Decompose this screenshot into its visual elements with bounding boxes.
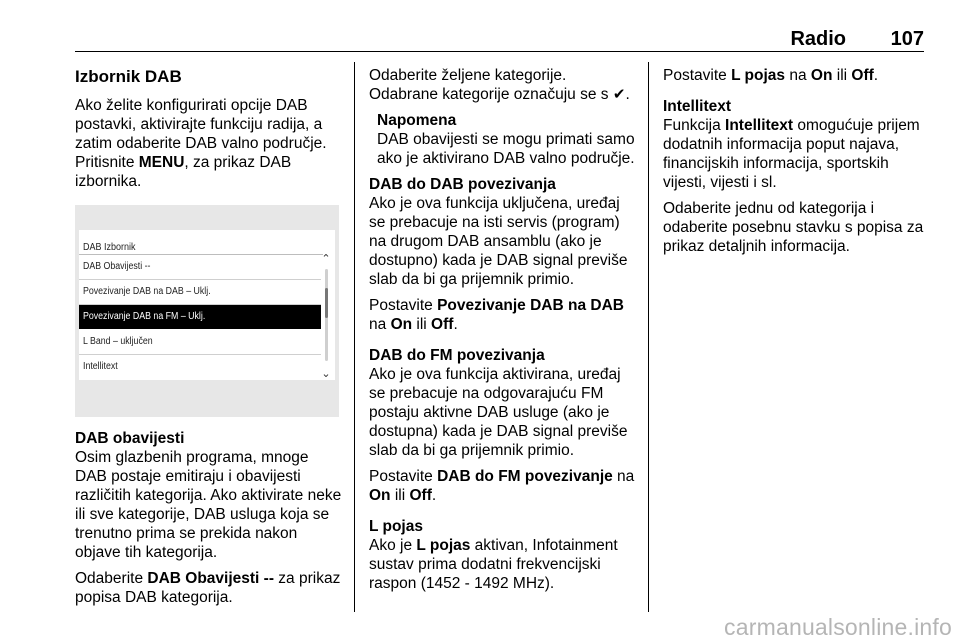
column-2 xyxy=(369,66,639,600)
menu-item-dab-na-fm[interactable]: Povezivanje DAB na FM – Uklj. xyxy=(79,305,321,329)
menu-item-dab-obavijesti[interactable]: DAB Obavijesti -- xyxy=(79,255,321,280)
scrollbar-thumb[interactable] xyxy=(325,288,328,318)
menu-key: MENU xyxy=(138,154,185,171)
press-pre: Pritisnite xyxy=(75,154,139,171)
watermark: carmanualsonline.info xyxy=(724,614,952,640)
l-pojas-text: Ako je L pojas aktivan, Infotainment sustav prima dodatni frekvencijski raspon (1452 - 1492 MHz). xyxy=(369,537,618,592)
menu-item-intellitext[interactable]: Intellitext xyxy=(83,361,118,372)
heading-l-pojas: L pojas xyxy=(369,518,423,535)
checkmark-icon: ✔ xyxy=(612,86,626,103)
menu-item-dab-na-dab[interactable]: Povezivanje DAB na DAB – Uklj. xyxy=(79,280,321,305)
menu-item-l-band[interactable]: L Band – uključen xyxy=(79,330,321,355)
press-post: , za prikaz DAB izbornika. xyxy=(75,154,292,190)
header-rule xyxy=(75,51,924,52)
heading-dab-menu: Izbornik DAB xyxy=(75,67,182,86)
column-3 xyxy=(663,66,931,263)
page-number: 107 xyxy=(890,28,924,50)
heading-dab-do-dab: DAB do DAB povezivanja xyxy=(369,176,556,193)
dab-obavijesti-option: DAB Obavijesti -- xyxy=(147,570,274,587)
heading-dab-obavijesti: DAB obavijesti xyxy=(75,430,185,447)
dab-obavijesti-text: Osim glazbenih programa, mnoge DAB postaje emitiraju i obavijesti različitih kategorija. Ako aktivirate neke ili sve kategorije, DAB usluga koja se trenutno prima se prekida nakon objave tih kategorija. xyxy=(75,449,342,561)
scroll-up-icon[interactable]: ⌃ xyxy=(321,253,331,265)
page-header xyxy=(75,24,924,50)
dab-do-fm-set: Postavite DAB do FM povezivanje na On ili Off. xyxy=(369,468,635,504)
note-title: Napomena xyxy=(377,112,457,129)
note-block xyxy=(377,111,639,168)
column-divider-2 xyxy=(648,62,649,612)
select-paragraph: Odaberite DAB Obavijesti -- za prikaz popisa DAB kategorija. xyxy=(75,570,341,606)
intellitext-text: Funkcija Intellitext omogućuje prijem dodatnih informacija poput najava, financijskih informacija, sportskih vijesti, vijesti i sl. xyxy=(663,117,920,191)
dab-do-fm-text: Ako je ova funkcija aktivirana, uređaj se prebacuje na odgovarajuću FM postaju aktivne DAB usluge (ako je dostupna) kada je DAB signal previše slab da bi ga prijemnik primio. xyxy=(369,366,628,459)
choose-categories: Odaberite željene kategorije. Odabrane kategorije označuju se s ✔. xyxy=(369,67,630,103)
screen-title: DAB Izbornik xyxy=(83,242,136,253)
note-text: DAB obavijesti se mogu primati samo ako je aktivirano DAB valno područje. xyxy=(377,131,635,167)
l-pojas-set: Postavite L pojas na On ili Off. xyxy=(663,67,879,84)
heading-intellitext: Intellitext xyxy=(663,98,732,115)
dab-do-dab-text: Ako je ova funkcija uključena, uređaj se prebacuje na isti servis (program) na drugom DAB ansamblu (ako je dostupno) kada je DAB signal previše slab da bi ga prijemnik primio. xyxy=(369,195,628,288)
column-divider-1 xyxy=(354,62,355,612)
intellitext-choose: Odaberite jednu od kategorija i odaberite posebnu stavku s popisa za prikaz detaljnih informacija. xyxy=(663,200,924,255)
column-1 xyxy=(75,66,343,614)
heading-dab-do-fm: DAB do FM povezivanja xyxy=(369,347,545,364)
scroll-down-icon[interactable]: ⌄ xyxy=(321,368,331,380)
dab-menu-screen xyxy=(75,205,339,417)
intro-text: Ako želite konfigurirati opcije DAB postavki, aktivirajte funkciju radija, a zatim odaberite DAB valno područje. xyxy=(75,97,327,152)
section-title: Radio xyxy=(790,28,846,50)
dab-do-dab-set: Postavite Povezivanje DAB na DAB na On ili Off. xyxy=(369,297,624,333)
intro-paragraph xyxy=(75,96,343,191)
